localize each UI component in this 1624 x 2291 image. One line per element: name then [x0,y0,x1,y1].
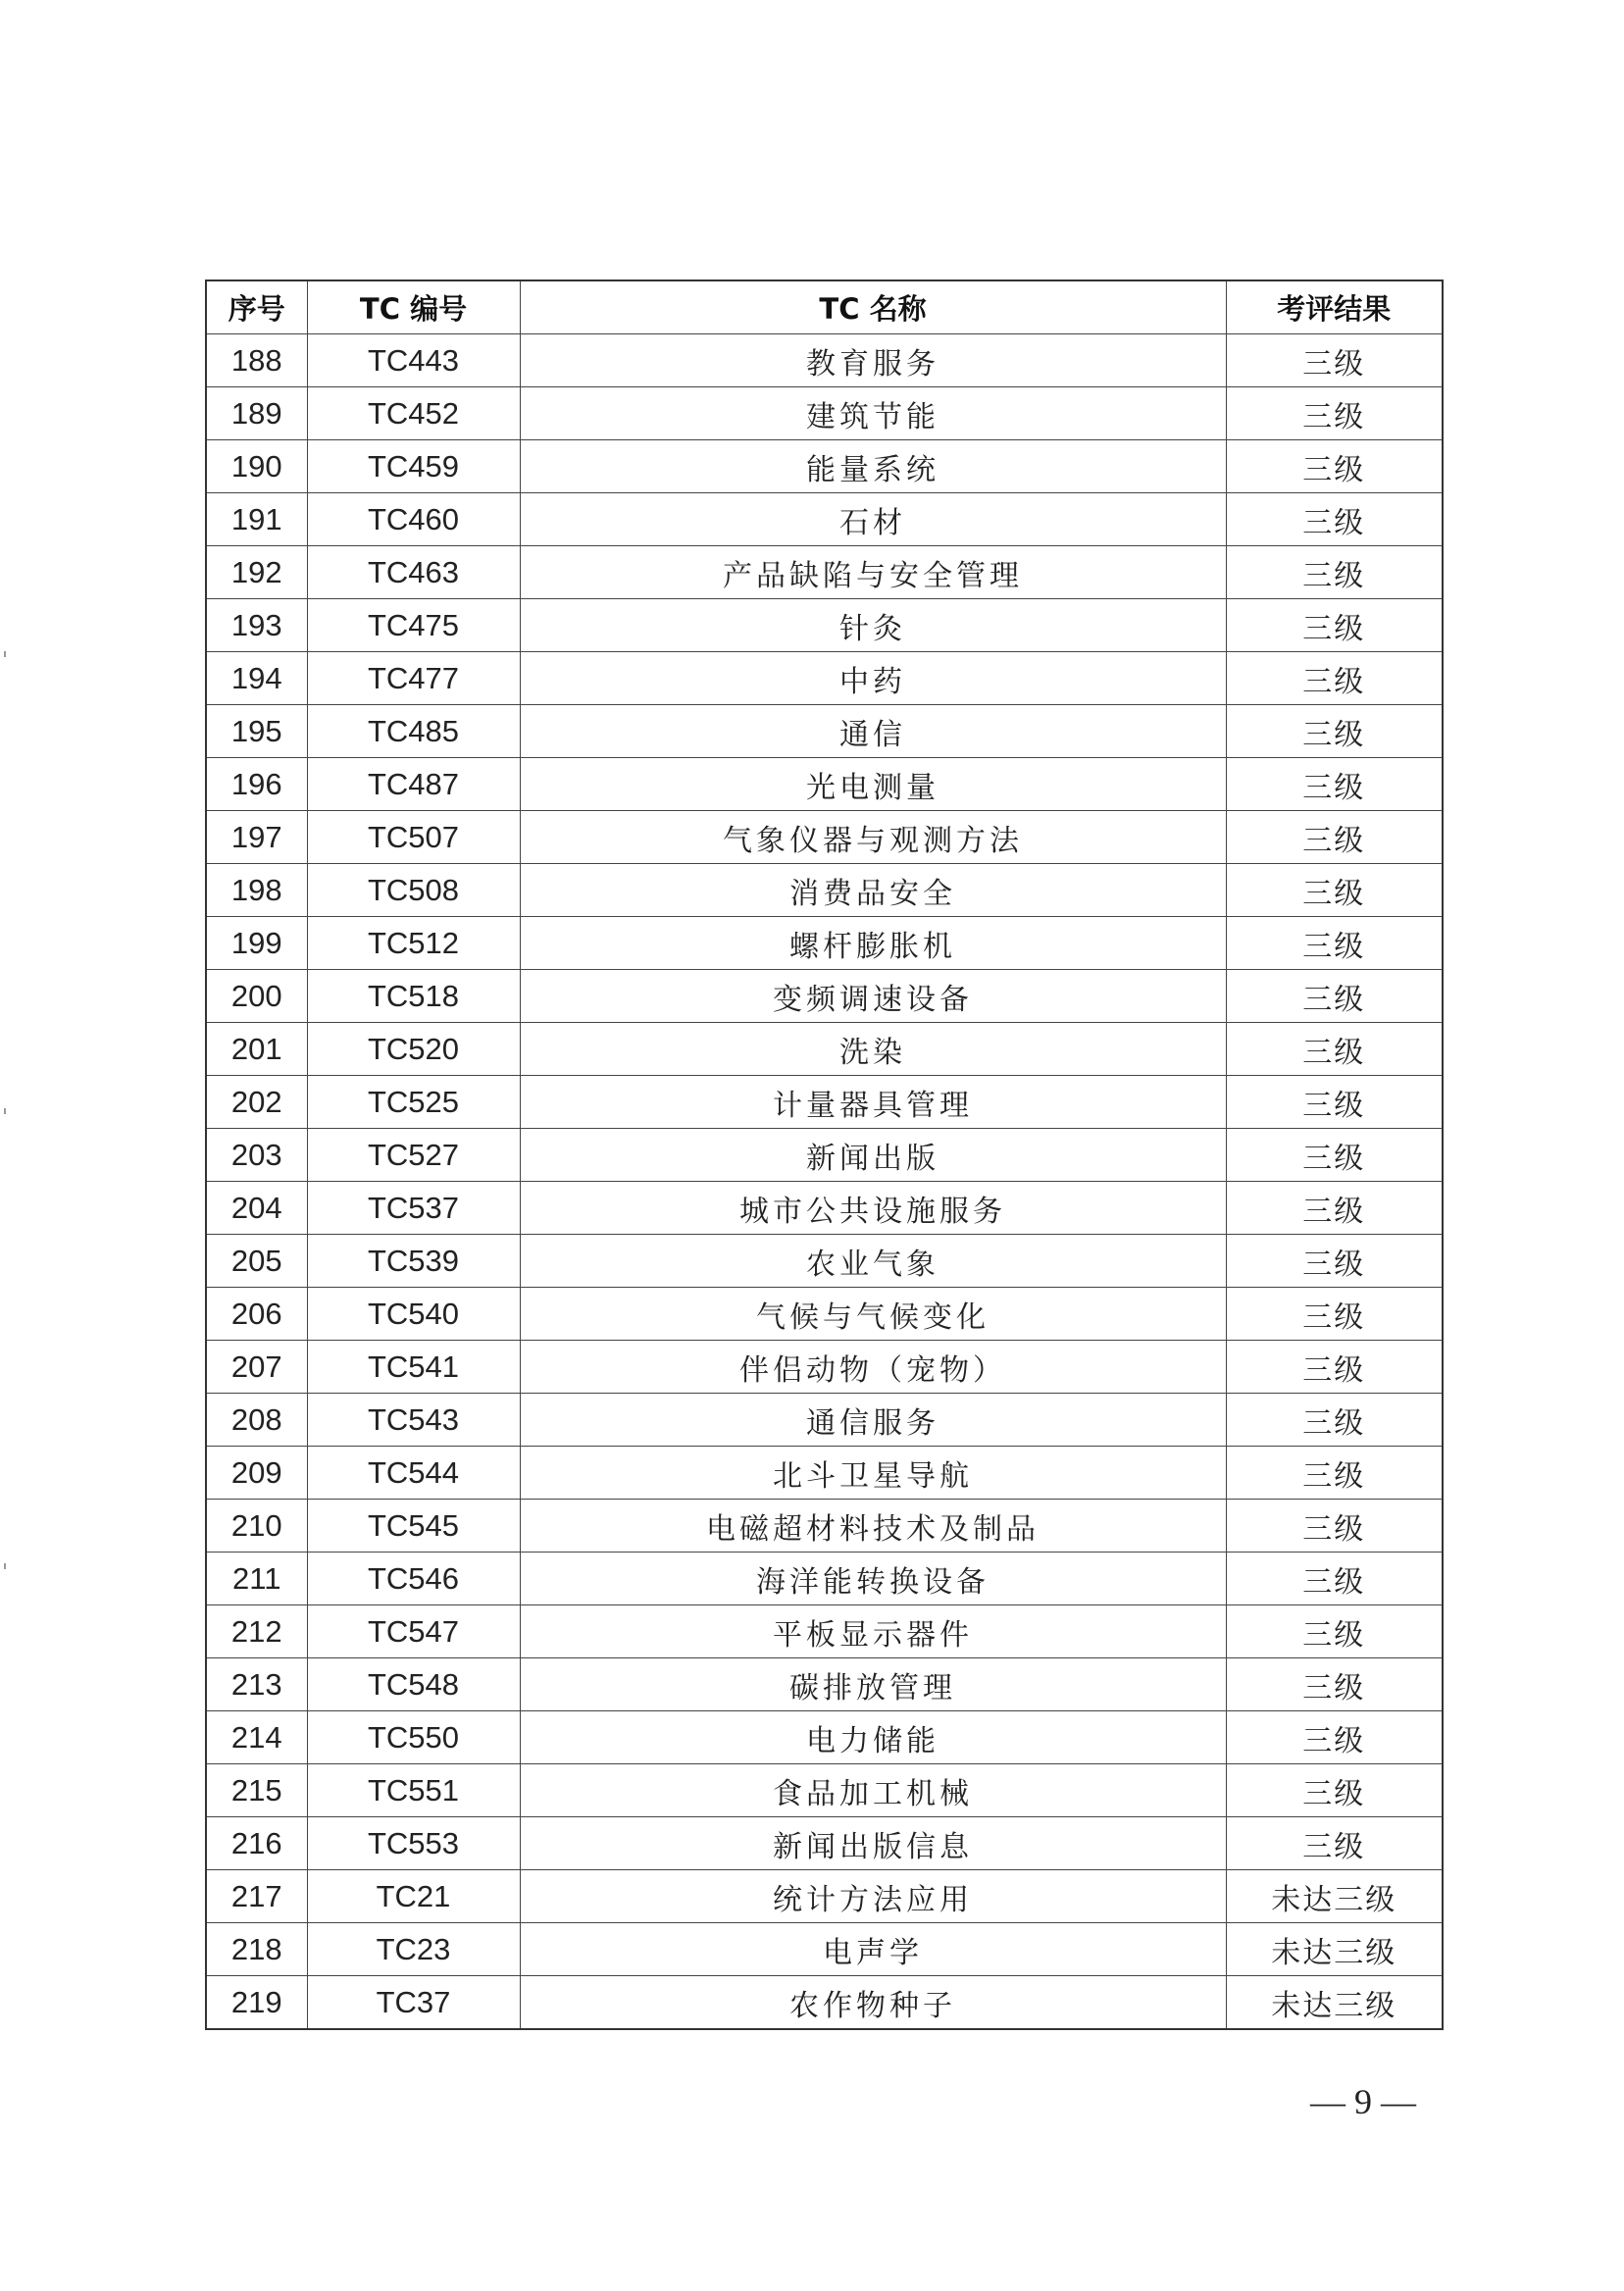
cell-tc-name: 农业气象 [520,1235,1226,1288]
committee-evaluation-table [205,280,1444,2030]
cell-tc-name: 统计方法应用 [520,1870,1226,1923]
cell-serial-number: 197 [206,811,307,864]
table-row [206,1023,1443,1076]
table-row [206,705,1443,758]
table-row [206,440,1443,493]
cell-tc-name: 产品缺陷与安全管理 [520,546,1226,599]
table-header-row [206,280,1443,334]
cell-tc-name: 电声学 [520,1923,1226,1976]
cell-evaluation-result: 三级 [1226,864,1443,917]
table-row [206,1553,1443,1605]
cell-tc-name: 农作物种子 [520,1976,1226,2030]
cell-tc-name: 洗染 [520,1023,1226,1076]
table-row [206,758,1443,811]
cell-tc-code: TC537 [307,1182,520,1235]
cell-evaluation-result: 三级 [1226,1500,1443,1553]
cell-tc-code: TC544 [307,1447,520,1500]
cell-tc-name: 变频调速设备 [520,970,1226,1023]
cell-tc-name: 伴侣动物（宠物） [520,1341,1226,1394]
table-row [206,334,1443,387]
cell-tc-name: 气候与气候变化 [520,1288,1226,1341]
table-row [206,1976,1443,2030]
cell-tc-code: TC527 [307,1129,520,1182]
cell-tc-code: TC520 [307,1023,520,1076]
cell-tc-code: TC37 [307,1976,520,2030]
cell-evaluation-result: 未达三级 [1226,1923,1443,1976]
cell-evaluation-result: 三级 [1226,1817,1443,1870]
cell-tc-name: 北斗卫星导航 [520,1447,1226,1500]
cell-tc-code: TC512 [307,917,520,970]
cell-evaluation-result: 三级 [1226,1605,1443,1658]
cell-serial-number: 219 [206,1976,307,2030]
cell-evaluation-result: 三级 [1226,1341,1443,1394]
table-row [206,1235,1443,1288]
table-row [206,1341,1443,1394]
header-tc-name: TC 名称 [520,280,1226,334]
header-evaluation-result: 考评结果 [1226,280,1443,334]
cell-serial-number: 200 [206,970,307,1023]
cell-tc-name: 气象仪器与观测方法 [520,811,1226,864]
cell-serial-number: 195 [206,705,307,758]
cell-evaluation-result: 三级 [1226,334,1443,387]
table-row [206,493,1443,546]
cell-serial-number: 207 [206,1341,307,1394]
cell-tc-code: TC487 [307,758,520,811]
cell-tc-code: TC546 [307,1553,520,1605]
table-row [206,1500,1443,1553]
cell-tc-code: TC475 [307,599,520,652]
cell-tc-name: 教育服务 [520,334,1226,387]
table-row [206,1394,1443,1447]
scan-edge-mark [4,1563,6,1569]
cell-tc-code: TC23 [307,1923,520,1976]
cell-tc-code: TC547 [307,1605,520,1658]
cell-tc-name: 海洋能转换设备 [520,1553,1226,1605]
cell-serial-number: 199 [206,917,307,970]
cell-tc-code: TC539 [307,1235,520,1288]
cell-evaluation-result: 三级 [1226,546,1443,599]
cell-evaluation-result: 三级 [1226,758,1443,811]
cell-tc-name: 通信 [520,705,1226,758]
cell-serial-number: 191 [206,493,307,546]
table-row [206,970,1443,1023]
cell-serial-number: 213 [206,1658,307,1711]
cell-tc-code: TC459 [307,440,520,493]
table-row [206,1129,1443,1182]
cell-tc-code: TC540 [307,1288,520,1341]
cell-evaluation-result: 三级 [1226,811,1443,864]
table-row [206,1076,1443,1129]
table-row [206,599,1443,652]
cell-serial-number: 211 [206,1553,307,1605]
cell-evaluation-result: 三级 [1226,1658,1443,1711]
cell-serial-number: 217 [206,1870,307,1923]
page-number: — 9 — [1310,2082,1416,2121]
cell-tc-code: TC508 [307,864,520,917]
cell-serial-number: 188 [206,334,307,387]
cell-tc-code: TC545 [307,1500,520,1553]
cell-serial-number: 192 [206,546,307,599]
cell-serial-number: 214 [206,1711,307,1764]
table-row [206,1658,1443,1711]
cell-evaluation-result: 三级 [1226,1235,1443,1288]
cell-evaluation-result: 未达三级 [1226,1870,1443,1923]
cell-evaluation-result: 三级 [1226,1182,1443,1235]
cell-serial-number: 201 [206,1023,307,1076]
table-row [206,1870,1443,1923]
cell-tc-code: TC21 [307,1870,520,1923]
cell-tc-code: TC551 [307,1764,520,1817]
cell-tc-code: TC463 [307,546,520,599]
cell-evaluation-result: 三级 [1226,440,1443,493]
cell-evaluation-result: 三级 [1226,1129,1443,1182]
cell-evaluation-result: 三级 [1226,387,1443,440]
cell-serial-number: 198 [206,864,307,917]
cell-serial-number: 194 [206,652,307,705]
cell-evaluation-result: 三级 [1226,652,1443,705]
cell-evaluation-result: 未达三级 [1226,1976,1443,2030]
table-row [206,1711,1443,1764]
cell-tc-code: TC541 [307,1341,520,1394]
cell-tc-code: TC518 [307,970,520,1023]
cell-tc-name: 中药 [520,652,1226,705]
scan-edge-mark [4,1108,6,1114]
cell-serial-number: 218 [206,1923,307,1976]
cell-tc-name: 石材 [520,493,1226,546]
cell-serial-number: 216 [206,1817,307,1870]
cell-serial-number: 204 [206,1182,307,1235]
cell-tc-code: TC460 [307,493,520,546]
table-row [206,1447,1443,1500]
cell-serial-number: 189 [206,387,307,440]
table-row [206,917,1443,970]
cell-tc-code: TC548 [307,1658,520,1711]
cell-tc-code: TC507 [307,811,520,864]
cell-serial-number: 206 [206,1288,307,1341]
cell-tc-name: 碳排放管理 [520,1658,1226,1711]
header-serial-number: 序号 [206,280,307,334]
cell-evaluation-result: 三级 [1226,970,1443,1023]
cell-tc-name: 螺杆膨胀机 [520,917,1226,970]
cell-serial-number: 205 [206,1235,307,1288]
cell-tc-code: TC553 [307,1817,520,1870]
cell-serial-number: 193 [206,599,307,652]
cell-evaluation-result: 三级 [1226,1764,1443,1817]
table-row [206,1764,1443,1817]
cell-serial-number: 215 [206,1764,307,1817]
cell-tc-name: 计量器具管理 [520,1076,1226,1129]
cell-evaluation-result: 三级 [1226,493,1443,546]
cell-tc-name: 食品加工机械 [520,1764,1226,1817]
cell-tc-code: TC550 [307,1711,520,1764]
cell-tc-name: 针灸 [520,599,1226,652]
scan-edge-mark [4,651,6,657]
cell-serial-number: 190 [206,440,307,493]
cell-evaluation-result: 三级 [1226,1447,1443,1500]
table-row [206,1923,1443,1976]
cell-tc-name: 能量系统 [520,440,1226,493]
cell-tc-name: 平板显示器件 [520,1605,1226,1658]
cell-evaluation-result: 三级 [1226,599,1443,652]
cell-tc-name: 电磁超材料技术及制品 [520,1500,1226,1553]
cell-serial-number: 212 [206,1605,307,1658]
cell-evaluation-result: 三级 [1226,1553,1443,1605]
cell-evaluation-result: 三级 [1226,1076,1443,1129]
table-row [206,546,1443,599]
cell-tc-name: 光电测量 [520,758,1226,811]
cell-serial-number: 203 [206,1129,307,1182]
cell-serial-number: 208 [206,1394,307,1447]
cell-tc-code: TC443 [307,334,520,387]
cell-serial-number: 210 [206,1500,307,1553]
table-row [206,1817,1443,1870]
cell-tc-name: 新闻出版信息 [520,1817,1226,1870]
cell-evaluation-result: 三级 [1226,1394,1443,1447]
cell-tc-name: 电力储能 [520,1711,1226,1764]
cell-tc-code: TC485 [307,705,520,758]
cell-tc-name: 消费品安全 [520,864,1226,917]
cell-evaluation-result: 三级 [1226,1288,1443,1341]
cell-evaluation-result: 三级 [1226,1023,1443,1076]
cell-evaluation-result: 三级 [1226,705,1443,758]
cell-serial-number: 209 [206,1447,307,1500]
cell-serial-number: 196 [206,758,307,811]
cell-tc-name: 通信服务 [520,1394,1226,1447]
cell-evaluation-result: 三级 [1226,917,1443,970]
table-body [206,334,1443,2030]
cell-tc-code: TC477 [307,652,520,705]
cell-tc-name: 建筑节能 [520,387,1226,440]
table-row [206,864,1443,917]
table-row [206,811,1443,864]
header-tc-code: TC 编号 [307,280,520,334]
cell-evaluation-result: 三级 [1226,1711,1443,1764]
cell-tc-name: 城市公共设施服务 [520,1182,1226,1235]
cell-tc-code: TC452 [307,387,520,440]
table-row [206,387,1443,440]
table-row [206,652,1443,705]
cell-serial-number: 202 [206,1076,307,1129]
cell-tc-code: TC525 [307,1076,520,1129]
table-row [206,1182,1443,1235]
cell-tc-name: 新闻出版 [520,1129,1226,1182]
table-row [206,1288,1443,1341]
cell-tc-code: TC543 [307,1394,520,1447]
table-row [206,1605,1443,1658]
